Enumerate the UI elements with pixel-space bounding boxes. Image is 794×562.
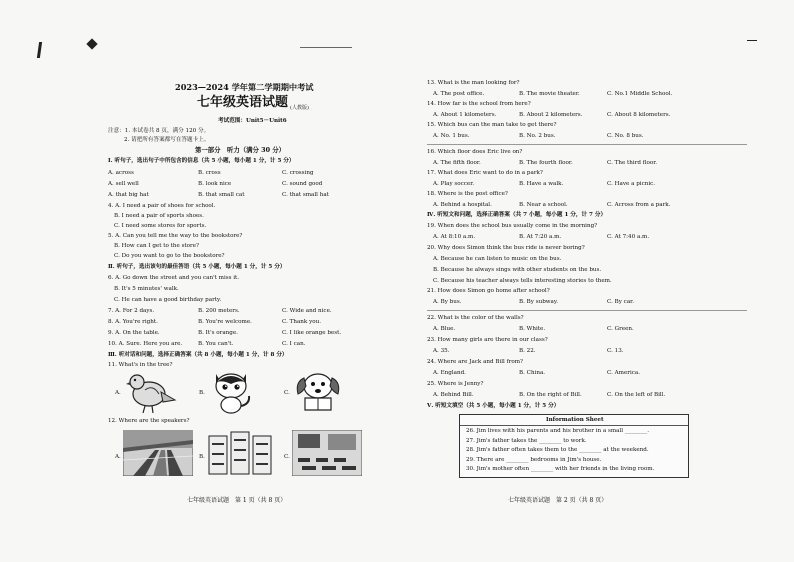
q18-a: A. Behind a hospital. — [433, 202, 492, 208]
q11-question: 11. What's in the tree? — [108, 362, 173, 368]
q25-b: B. On the right of Bill. — [519, 392, 582, 398]
q16-a: A. The fifth floor. — [433, 160, 481, 166]
q4-c: C. I need some stores for sports. — [114, 223, 207, 229]
information-sheet — [459, 414, 689, 478]
q22-a: A. Blue. — [433, 326, 456, 332]
page-right — [397, 0, 794, 562]
cat-icon — [208, 368, 254, 414]
page-footer: 七年级英语试题 第 1 页（共 8 页） — [187, 497, 287, 504]
q14-b: B. About 2 kilometers. — [519, 112, 583, 118]
q2-a: A. sell well — [108, 181, 139, 187]
section-i-heading: Ⅰ. 听句子，选出句子中所包含的信息（共 5 小题，每小题 1 分，计 5 分） — [108, 158, 295, 164]
q9-c: C. I like orange best. — [282, 330, 342, 336]
q24-question: 24. Where are Jack and Bill from? — [427, 359, 524, 365]
q23-question: 23. How many girls are there in our class? — [427, 337, 548, 343]
q9-b: B. It's orange. — [198, 330, 238, 336]
q5-b: B. How can I get to the store? — [114, 243, 200, 249]
q20-b: B. Because he always sings with other students on the bus. — [433, 267, 602, 273]
q26-blank: 26. Jim lives with his parents and his brother in a small ________. — [466, 428, 650, 434]
corner-mark — [37, 42, 42, 58]
q22-c: C. Green. — [607, 326, 634, 332]
exam-subtitle-note: (人教版) — [290, 105, 309, 111]
note-2: 2. 请把所有答案都写在答题卡上。 — [124, 137, 210, 143]
q1-a: A. across — [108, 170, 134, 176]
q13-question: 13. What is the man looking for? — [427, 80, 520, 86]
q8-a: 8. A. You're right. — [108, 319, 158, 325]
q15-c: C. No. 8 bus. — [607, 133, 644, 139]
q7-b: B. 200 meters. — [198, 308, 240, 314]
q6-a: 6. A. Go down the street and you can't miss it. — [108, 275, 240, 281]
q13-b: B. The movie theater. — [519, 91, 580, 97]
q16-c: C. The third floor. — [607, 160, 658, 166]
q20-a: A. Because he can listen to music on the bus. — [433, 256, 562, 262]
q12-question: 12. Where are the speakers? — [108, 418, 190, 424]
q23-b: B. 22. — [519, 348, 536, 354]
q8-c: C. Thank you. — [282, 319, 321, 325]
page-footer: 七年级英语试题 第 2 页（共 8 页） — [508, 497, 608, 504]
section-iv-heading: Ⅳ. 听短文和问题，选择正确答案（共 7 小题，每小题 1 分，计 7 分） — [427, 212, 607, 218]
q15-question: 15. Which bus can the man take to get there? — [427, 122, 557, 128]
q29-blank: 29. There are ________ bedrooms in Jim's house. — [466, 456, 602, 463]
q6-c: C. He can have a good birthday party. — [114, 297, 222, 303]
q14-a: A. About 1 kilometers. — [433, 112, 497, 118]
q12-option-a: A. — [115, 454, 121, 460]
q3-b: B. that small cat — [198, 192, 245, 198]
library-shelves-image — [207, 430, 273, 476]
q21-b: B. By subway. — [519, 299, 559, 305]
q11-option-b: B. — [199, 390, 205, 396]
railway-station-image — [123, 430, 193, 476]
exam-subtitle: 七年级英语试题 — [197, 95, 289, 110]
exam-title: 2023—2024 学年第二学期期中考试 — [175, 82, 314, 92]
information-sheet-title: Information Sheet — [546, 417, 604, 423]
q1-b: B. cross — [198, 170, 221, 176]
divider — [427, 310, 747, 311]
q11-option-c: C. — [284, 390, 290, 396]
q3-a: A. that big hat — [108, 192, 149, 198]
q14-question: 14. How far is the school from here? — [427, 101, 531, 107]
q9-a: 9. A. On the table. — [108, 330, 160, 336]
q20-question: 20. Why does Simon think the bus ride is never boring? — [427, 245, 585, 251]
q10-a: 10. A. Sure. Here you are. — [108, 341, 183, 347]
q13-a: A. The post office. — [433, 91, 485, 97]
q21-c: C. By car. — [607, 299, 634, 305]
q2-b: B. look nice — [198, 181, 232, 187]
divider — [427, 144, 747, 145]
q19-c: C. At 7:40 a.m. — [607, 234, 650, 240]
bird-icon — [125, 370, 177, 414]
q8-b: B. You're welcome. — [198, 319, 252, 325]
q19-question: 19. When does the school bus usually come in the morning? — [427, 223, 598, 229]
q25-a: A. Behind Bill. — [433, 392, 474, 398]
q5-c: C. Do you want to go to the bookstore? — [114, 253, 225, 259]
q15-a: A. No. 1 bus. — [433, 133, 470, 139]
divider — [460, 425, 688, 426]
q7-c: C. Wide and nice. — [282, 308, 332, 314]
q4-b: B. I need a pair of sports shoes. — [114, 213, 204, 219]
q10-c: C. I can. — [282, 341, 306, 347]
q3-c: C. that small hat — [282, 192, 329, 198]
corner-mark — [747, 40, 757, 41]
q15-b: B. No. 2 bus. — [519, 133, 556, 139]
q22-b: B. White. — [519, 326, 546, 332]
q27-blank: 27. Jim's father takes the ________ to work. — [466, 437, 587, 444]
q23-a: A. 35. — [433, 348, 450, 354]
q5-a: 5. A. Can you tell me the way to the bookstore? — [108, 233, 243, 239]
section-iii-heading: Ⅲ. 听对话和问题，选择正确答案（共 8 小题，每小题 1 分，计 8 分） — [108, 352, 288, 358]
q18-question: 18. Where is the post office? — [427, 191, 508, 197]
dog-icon — [293, 368, 343, 414]
q25-c: C. On the left of Bill. — [607, 392, 666, 398]
q23-c: C. 13. — [607, 348, 624, 354]
q12-option-c: C. — [284, 454, 290, 460]
classroom-image — [292, 430, 362, 476]
q16-b: B. The fourth floor. — [519, 160, 573, 166]
q18-b: B. Near a school. — [519, 202, 568, 208]
q7-a: 7. A. For 2 days. — [108, 308, 155, 314]
q20-c: C. Because his teacher always tells interesting stories to them. — [433, 278, 612, 284]
part-1-heading: 第一部分 听力（满分 30 分） — [195, 146, 286, 154]
q24-a: A. England. — [433, 370, 466, 376]
q17-question: 17. What does Eric want to do in a park? — [427, 170, 543, 176]
exam-scope: 考试范围：Unit5－Unit6 — [218, 118, 287, 124]
divider — [300, 47, 352, 48]
q21-question: 21. How does Simon go home after school? — [427, 288, 550, 294]
q24-b: B. China. — [519, 370, 546, 376]
corner-mark — [86, 38, 97, 49]
q30-blank: 30. Jim's mother often ________ with her friends in the living room. — [466, 466, 655, 472]
section-ii-heading: Ⅱ. 听句子，选出该句的最佳答语（共 5 小题，每小题 1 分，计 5 分） — [108, 264, 286, 270]
q25-question: 25. Where is Jenny? — [427, 381, 484, 387]
q11-option-a: A. — [115, 390, 121, 396]
q16-question: 16. Which floor does Eric live on? — [427, 149, 523, 155]
q17-a: A. Play soccer. — [433, 181, 475, 187]
note-1: 注意：1. 本试卷共 8 页，满分 120 分。 — [108, 128, 210, 134]
q19-a: A. At 8:10 a.m. — [433, 234, 476, 240]
section-v-heading: Ⅴ. 听短文填空（共 5 小题，每小题 1 分，计 5 分） — [427, 403, 560, 409]
q24-c: C. America. — [607, 370, 640, 376]
q13-c: C. No.1 Middle School. — [607, 91, 673, 97]
q14-c: C. About 8 kilometers. — [607, 112, 671, 118]
q17-c: C. Have a picnic. — [607, 181, 656, 187]
q22-question: 22. What is the color of the walls? — [427, 315, 524, 321]
q18-c: C. Across from a park. — [607, 202, 671, 208]
q1-c: C. crossing — [282, 170, 314, 176]
q17-b: B. Have a walk. — [519, 181, 564, 187]
q2-c: C. sound good — [282, 181, 323, 187]
q4-a: 4. A. I need a pair of shoes for school. — [108, 203, 216, 209]
q21-a: A. By bus. — [433, 299, 462, 305]
q12-option-b: B. — [199, 454, 205, 460]
q6-b: B. It's 5 minutes' walk. — [114, 286, 179, 292]
q19-b: B. At 7:20 a.m. — [519, 234, 562, 240]
q10-b: B. You can't. — [198, 341, 234, 347]
q28-blank: 28. Jim's father often takes them to the ________ at the weekend. — [466, 447, 649, 453]
